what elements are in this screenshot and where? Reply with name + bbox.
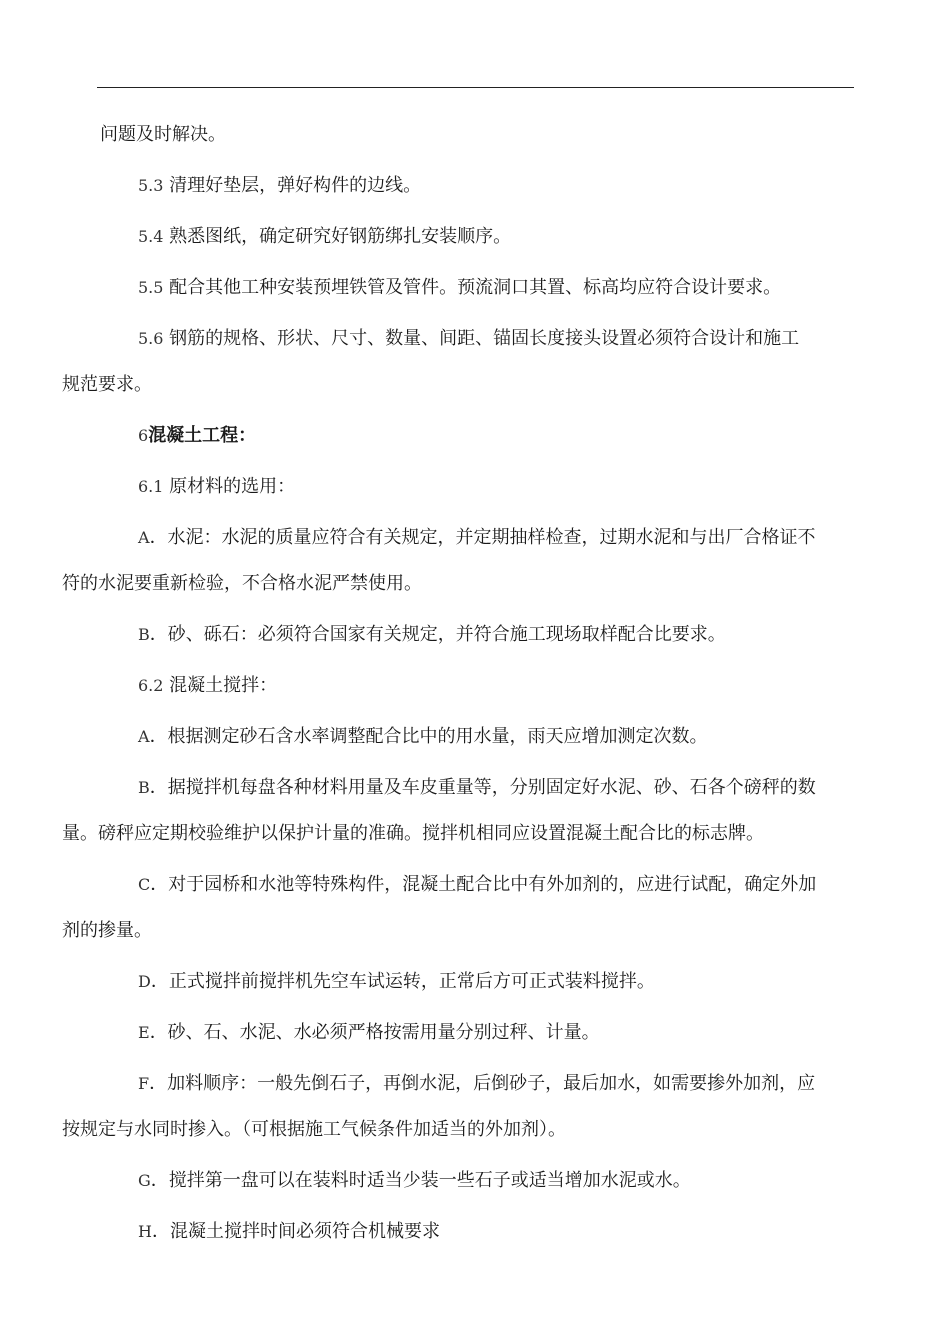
paragraph <box>100 1158 852 1204</box>
paragraph <box>100 112 852 158</box>
paragraph-text: 清理好垫层，弹好构件的边线。 <box>163 175 422 196</box>
item-letter: B <box>138 625 150 644</box>
paragraph-text: 问题及时解决。 <box>100 124 226 145</box>
paragraph <box>62 862 852 954</box>
item-letter: C <box>138 875 151 894</box>
paragraph <box>100 214 852 260</box>
item-letter: H <box>138 1222 152 1241</box>
section-number: 6.2 <box>138 676 164 695</box>
section-number: 5.3 <box>138 176 164 195</box>
paragraph <box>100 663 852 709</box>
paragraph-text: 原材料的选用： <box>163 476 296 497</box>
paragraph <box>100 464 852 510</box>
paragraph-text: ．水泥：水泥的质量应符合有关规定，并定期抽样检查，过期水泥和与出厂合格证不 <box>149 527 816 548</box>
item-letter: A <box>138 727 150 746</box>
item-letter: E <box>138 1023 150 1042</box>
section-heading <box>100 413 852 459</box>
section-number: 5.4 <box>138 227 164 246</box>
section-title: 混凝土工程： <box>148 425 257 446</box>
paragraph-continuation: 按规定与水同时掺入。（可根据施工气候条件加适当的外加剂）。 <box>62 1119 566 1140</box>
section-number: 5.5 <box>138 278 164 297</box>
paragraph-continuation: 规范要求。 <box>62 374 152 395</box>
header-rule <box>97 87 854 88</box>
paragraph-text: 混凝土搅拌： <box>163 675 278 696</box>
paragraph-text: ．据搅拌机每盘各种材料用量及车皮重量等，分别固定好水泥、砂、石各个磅秤的数 <box>149 777 816 798</box>
paragraph <box>100 612 852 658</box>
paragraph-text: ．搅拌第一盘可以在装料时适当少装一些石子或适当增加水泥或水。 <box>150 1170 691 1191</box>
paragraph-text: ．砂、石、水泥、水必须严格按需用量分别过秤、计量。 <box>149 1022 600 1043</box>
paragraph <box>62 765 852 857</box>
paragraph-text: ．混凝土搅拌时间必须符合机械要求 <box>151 1221 440 1242</box>
section-number: 6 <box>138 426 149 445</box>
item-letter: F <box>138 1074 150 1093</box>
paragraph-text: ．根据测定砂石含水率调整配合比中的用水量，雨天应增加测定次数。 <box>149 726 708 747</box>
item-letter: G <box>138 1171 151 1190</box>
paragraph-text: ．砂、砾石：必须符合国家有关规定，并符合施工现场取样配合比要求。 <box>149 624 726 645</box>
paragraph <box>100 714 852 760</box>
paragraph-text: ．加料顺序：一般先倒石子，再倒水泥，后倒砂子，最后加水，如需要掺外加剂，应 <box>149 1073 816 1094</box>
paragraph <box>100 1010 852 1056</box>
document-body <box>62 112 852 1260</box>
paragraph-text: 配合其他工种安装预埋铁管及管件。预流洞口其置、标高均应符合设计要求。 <box>163 277 782 298</box>
paragraph-text: ．正式搅拌前搅拌机先空车试运转，正常后方可正式装料搅拌。 <box>150 971 655 992</box>
item-letter: A <box>138 528 150 547</box>
item-letter: D <box>138 972 151 991</box>
paragraph-continuation: 符的水泥要重新检验，不合格水泥严禁使用。 <box>62 573 422 594</box>
paragraph <box>62 316 852 408</box>
paragraph <box>100 1209 852 1255</box>
paragraph-continuation: 量。磅秤应定期校验维护以保护计量的准确。搅拌机相同应设置混凝土配合比的标志牌。 <box>62 823 764 844</box>
section-number: 5.6 <box>138 329 164 348</box>
item-letter: B <box>138 778 150 797</box>
paragraph-text: ．对于园桥和水池等特殊构件，混凝土配合比中有外加剂的，应进行试配，确定外加 <box>150 874 817 895</box>
section-number: 6.1 <box>138 477 164 496</box>
paragraph-continuation: 剂的掺量。 <box>62 920 152 941</box>
paragraph <box>62 515 852 607</box>
paragraph <box>100 265 852 311</box>
paragraph <box>62 1061 852 1153</box>
paragraph-text: 熟悉图纸，确定研究好钢筋绑扎安装顺序。 <box>163 226 512 247</box>
paragraph <box>100 959 852 1005</box>
paragraph <box>100 163 852 209</box>
paragraph-text: 钢筋的规格、形状、尺寸、数量、间距、锚固长度接头设置必须符合设计和施工 <box>163 328 800 349</box>
